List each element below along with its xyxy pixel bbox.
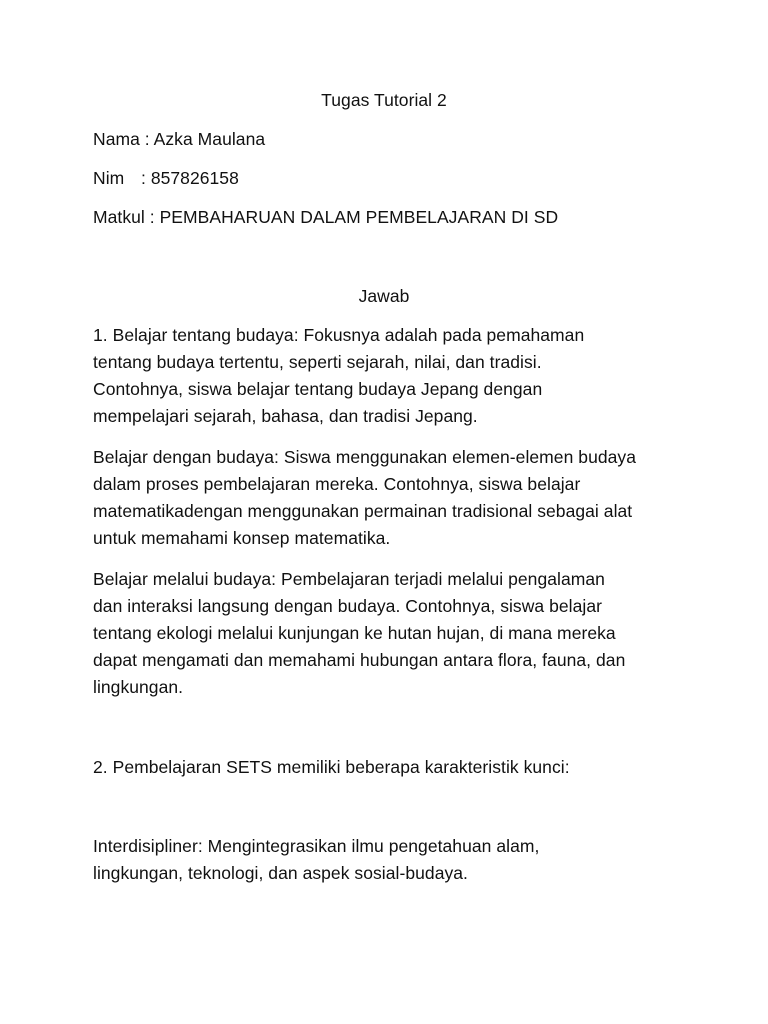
answer1-para2-line: untuk memahami konsep matematika. [93,528,391,548]
answer1-para3-line: dan interaksi langsung dengan budaya. Contohnya, siswa belajar [93,596,603,616]
answer1-para3-line: tentang ekologi melalui kunjungan ke hutan hujan, di mana mereka [93,623,616,643]
answer1-para2-line: matematikadengan menggunakan permainan tradisional sebagai alat [93,501,633,521]
answer-heading: Jawab [358,286,410,306]
answer2-item1-line: Interdisipliner: Mengintegrasikan ilmu pengetahuan alam, [93,836,540,856]
answer2-item1-line: lingkungan, teknologi, dan aspek sosial-budaya. [93,863,468,883]
answer1-para3-line: Belajar melalui budaya: Pembelajaran terjadi melalui pengalaman [93,569,605,589]
answer1-para3-line: lingkungan. [93,677,184,697]
answer1-para1-line: 1. Belajar tentang budaya: Fokusnya adalah pada pemahaman [93,325,585,345]
student-nim [93,165,239,192]
answer1-para1-line: Contohnya, siswa belajar tentang budaya Jepang dengan [93,379,543,399]
course-name: Matkul : PEMBAHARUAN DALAM PEMBELAJARAN DI SD [93,207,559,227]
answer2-intro: 2. Pembelajaran SETS memiliki beberapa karakteristik kunci: [93,757,570,777]
student-name: Nama : Azka Maulana [93,129,266,149]
document-title: Tugas Tutorial 2 [321,90,447,110]
answer1-para3-line: dapat mengamati dan memahami hubungan antara flora, fauna, dan [93,650,626,670]
answer1-para1-line: mempelajari sejarah, bahasa, dan tradisi Jepang. [93,406,478,426]
answer1-para1-line: tentang budaya tertentu, seperti sejarah, nilai, dan tradisi. [93,352,542,372]
answer1-para2-line: dalam proses pembelajaran mereka. Contohnya, siswa belajar [93,474,581,494]
nim-value: : 857826158 [141,168,239,188]
answer1-para2-line: Belajar dengan budaya: Siswa menggunakan elemen-elemen budaya [93,447,637,467]
nim-label: Nim [93,168,125,188]
